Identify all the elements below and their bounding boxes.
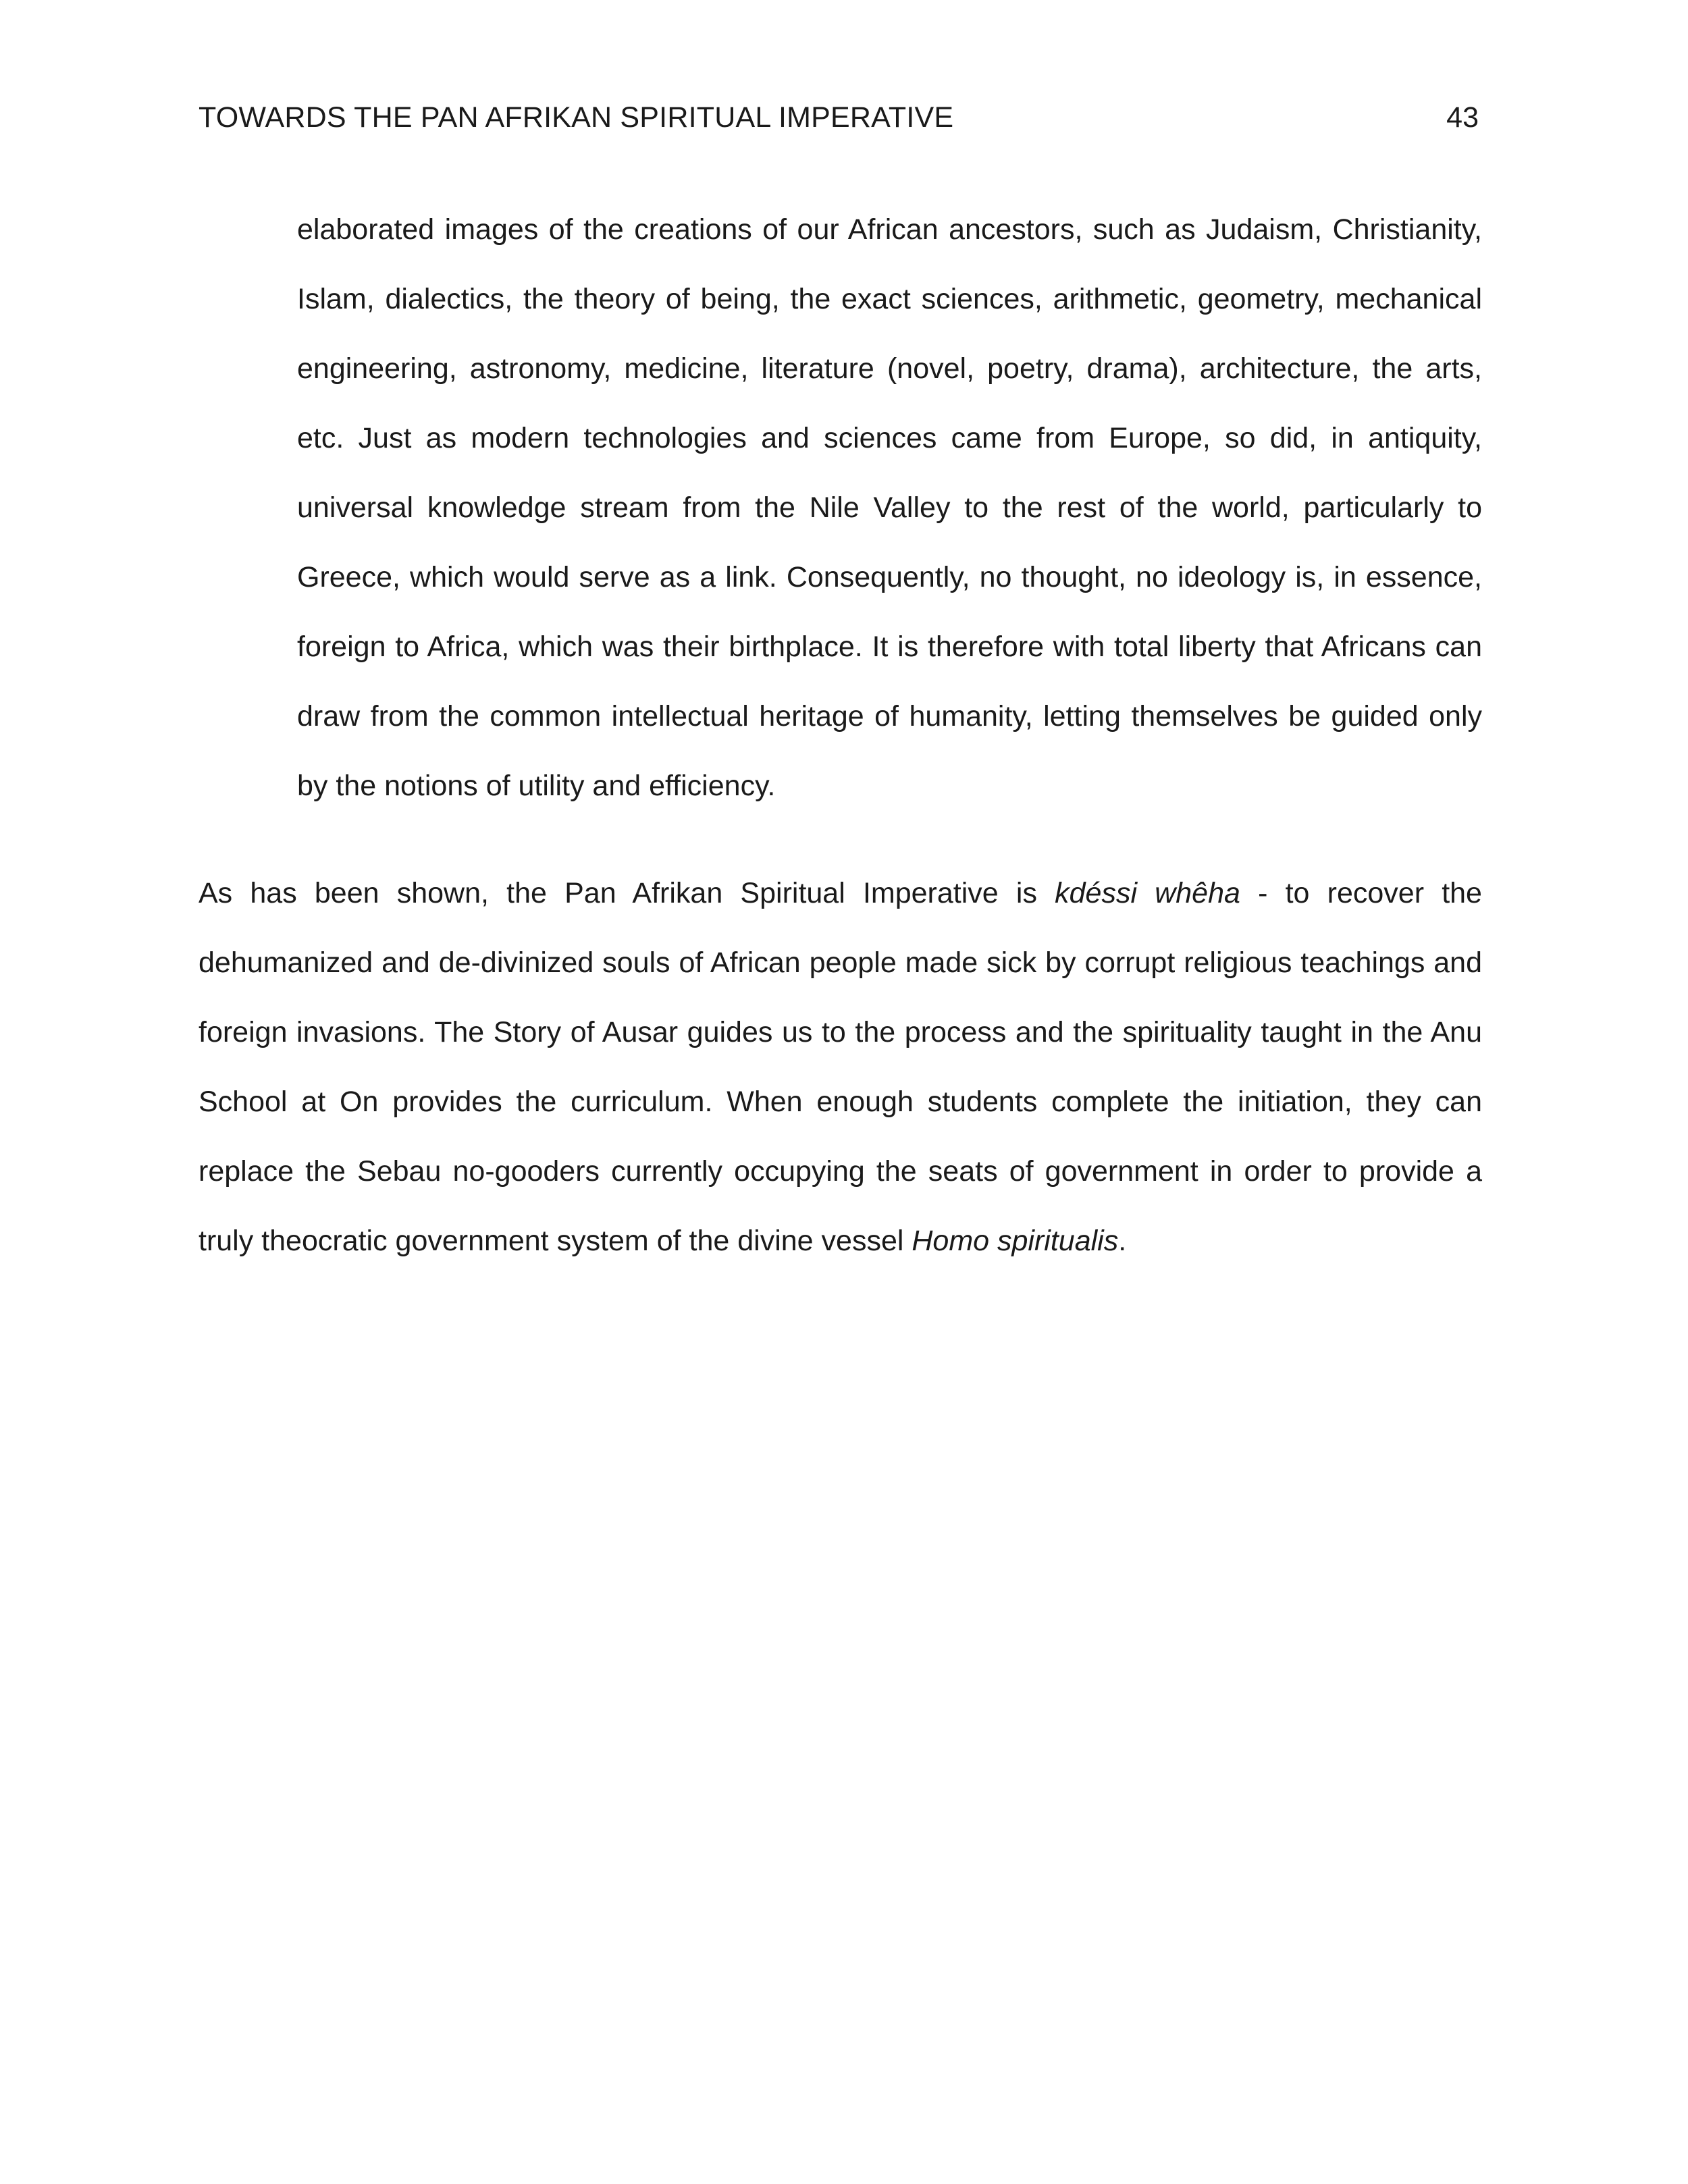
running-header-title: TOWARDS THE PAN AFRIKAN SPIRITUAL IMPERATIVE: [199, 101, 954, 134]
body-text-segment-2: - to recover the dehumanized and de-divinized souls of African people made sick by corrupt religious teachings and foreign invasions. The Story of Ausar guides us to the process and the spirituality taught in the Anu School at On provides the curriculum. When enough students complete the initiation, they can replace the Sebau no-gooders currently occupying the seats of government in order to provide a truly theocratic government system of the divine vessel: [199, 877, 1482, 1257]
body-paragraph: [199, 859, 1482, 1276]
body-text-segment-1: As has been shown, the Pan Afrikan Spiritual Imperative is: [199, 877, 1055, 909]
body-text-segment-3: .: [1118, 1225, 1127, 1257]
block-quote: elaborated images of the creations of our African ancestors, such as Judaism, Christianity, Islam, dialectics, the theory of being, the exact sciences, arithmetic, geometry, mechanical engineering, astronomy, medicine, literature (novel, poetry, drama), architecture, the arts, etc. Just as modern technologies and sciences came from Europe, so did, in antiquity, universal knowledge stream from the Nile Valley to the rest of the world, particularly to Greece, which would serve as a link. Consequently, no thought, no ideology is, in essence, foreign to Africa, which was their birthplace. It is therefore with total liberty that Africans can draw from the common intellectual heritage of humanity, letting themselves be guided only by the notions of utility and efficiency.: [297, 213, 1482, 802]
italic-term-kdessi-wheha: kdéssi whêha: [1055, 877, 1240, 909]
page-number: 43: [1446, 101, 1479, 134]
italic-term-homo-spiritualis: Homo spiritualis: [912, 1225, 1119, 1257]
